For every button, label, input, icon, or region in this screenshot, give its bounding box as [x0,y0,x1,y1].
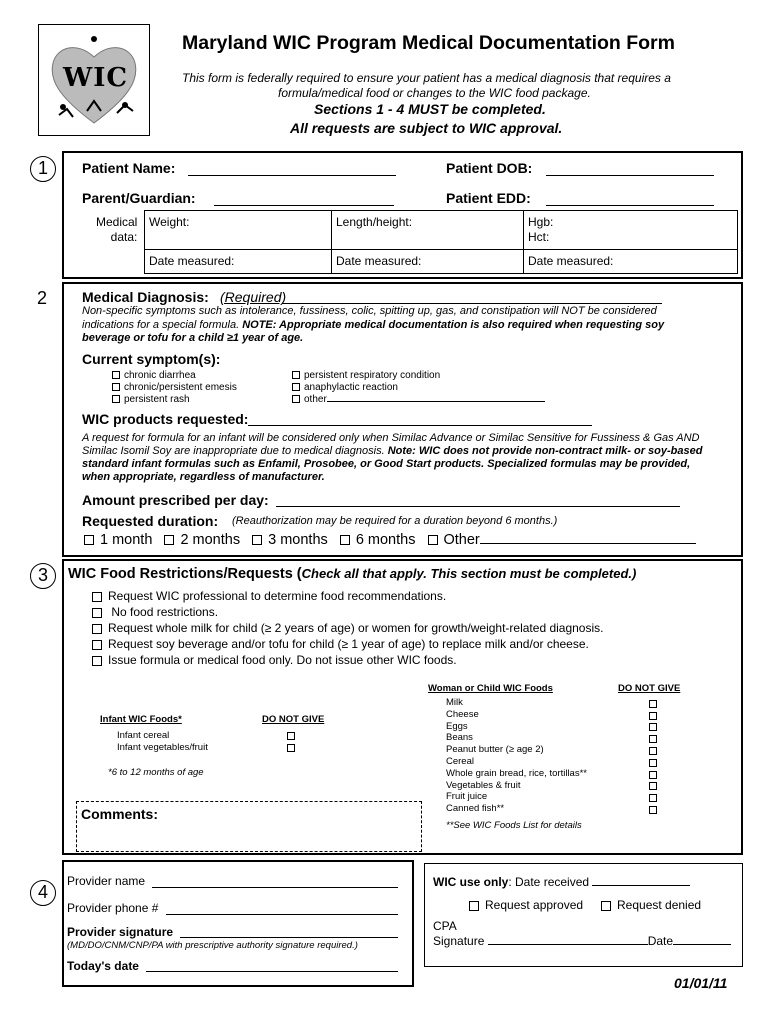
food-cheese: Cheese [446,708,479,720]
lab-date-measured[interactable]: Date measured: [528,254,614,268]
weight-date-measured[interactable]: Date measured: [149,254,235,268]
amount-prescribed-field[interactable] [276,506,680,507]
symptom-chronic-diarrhea[interactable]: chronic diarrhea [112,370,196,381]
duration-note: (Reauthorization may be required for a duration beyond 6 months.) [232,515,558,527]
date-received-row: WIC use only: Date received [433,875,690,889]
checkbox-icon [340,535,350,545]
woman-do-not-give-header: DO NOT GIVE [618,683,681,694]
todays-date-label: Today's date [67,959,139,973]
beans-checkbox[interactable] [649,735,657,743]
must-complete-note: Sections 1 - 4 MUST be completed. [314,101,546,117]
food-veg-fruit: Vegetables & fruit [446,779,521,791]
infant-age-note: *6 to 12 months of age [108,767,204,778]
section-3-number: 3 [30,563,56,589]
woman-child-foods-header: Woman or Child WIC Foods [428,683,553,694]
length-date-measured[interactable]: Date measured: [336,254,422,268]
comments-label: Comments: [81,806,159,822]
requested-duration-label: Requested duration: [82,513,219,529]
provider-signature-label: Provider signature [67,925,174,939]
peanut-butter-checkbox[interactable] [649,747,657,755]
duration-2-months[interactable]: 2 months [164,532,240,548]
food-fruit-juice: Fruit juice [446,791,488,803]
checkbox-icon [292,395,300,403]
todays-date-field[interactable] [146,971,398,972]
provider-signature-field[interactable] [180,937,398,938]
products-note-4: when appropriate, regardless of manufacturer. [82,471,325,483]
wic-logo [38,24,150,136]
infant-foods-header: Infant WIC Foods* [100,714,182,725]
weight-label[interactable]: Weight: [149,215,190,229]
checkbox-icon [292,371,300,379]
duration-6-months[interactable]: 6 months [340,532,416,548]
products-note-2: Similac Isomil Soy are inappropriate due to medical diagnosis. Note: WIC does not provide non-contract milk- or soy-based [82,445,703,457]
products-note-3: standard infant formulas such as Enfamil, Prosobee, or Good Start products. Specialized formulas may be provided, [82,458,691,470]
intro-line-1: This form is federally required to ensure your patient has a medical diagnosis that requires a [182,71,671,85]
woman-foods-checkboxes [649,698,661,816]
veg-fruit-checkbox[interactable] [649,782,657,790]
patient-name-field[interactable] [188,175,396,176]
medical-diagnosis-field[interactable] [282,303,662,304]
wic-products-field[interactable] [248,425,592,426]
canned-fish-checkbox[interactable] [649,806,657,814]
food-whole-grain: Whole grain bread, rice, tortillas** [446,767,587,779]
hct-label[interactable]: Hct: [528,230,550,244]
restriction-option-1[interactable]: Request WIC professional to determine food recommendations. [92,589,446,603]
provider-name-label: Provider name [67,874,146,888]
request-approved-option[interactable]: Request approved [469,898,583,912]
provider-phone-label: Provider phone # [67,901,159,915]
comments-box[interactable] [76,801,422,852]
section-3-title: WIC Food Restrictions/Requests (Check all that apply. This section must be completed.) [68,566,637,582]
patient-dob-field[interactable] [546,175,714,176]
hgb-label[interactable]: Hgb: [528,215,554,229]
parent-guardian-label: Parent/Guardian: [82,190,196,206]
eggs-checkbox[interactable] [649,723,657,731]
approval-note: All requests are subject to WIC approval. [290,120,563,136]
provider-name-field[interactable] [152,887,398,888]
medical-data-table [144,210,738,274]
form-title: Maryland WIC Program Medical Documentation Form [182,32,675,54]
food-cereal: Cereal [446,755,474,767]
infant-cereal-checkbox[interactable] [287,732,295,740]
restriction-option-2[interactable]: No food restrictions. [92,605,218,619]
checkbox-icon [84,535,94,545]
diagnosis-note-3: beverage or tofu for a child ≥1 year of age. [82,332,304,344]
patient-edd-field[interactable] [546,205,714,206]
section-1-number: 1 [30,156,56,182]
checkbox-icon [92,640,102,650]
signature-requirement-note: (MD/DO/CNM/CNP/PA with prescriptive authority signature required.) [67,940,358,951]
checkbox-icon [164,535,174,545]
checkbox-icon [428,535,438,545]
length-height-label[interactable]: Length/height: [336,215,413,229]
wic-use-only-box [424,863,743,967]
cpa-signature-field[interactable] [488,944,648,945]
wic-products-label: WIC products requested: [82,411,249,427]
duration-3-months[interactable]: 3 months [252,532,328,548]
form-date: 01/01/11 [674,975,728,991]
duration-1-month[interactable]: 1 month [84,532,152,548]
cpa-date-field[interactable] [673,944,731,945]
wic-logo-text: WIC [63,63,129,93]
food-beans: Beans [446,732,473,744]
food-peanut-butter: Peanut butter (≥ age 2) [446,744,544,756]
checkbox-icon [252,535,262,545]
duration-options [84,532,696,548]
checkbox-icon [112,371,120,379]
checkbox-icon [92,624,102,634]
date-received-field[interactable] [592,885,690,886]
cpa-label: CPA [433,919,457,933]
infant-food-veg-fruit: Infant vegetables/fruit [117,742,208,753]
cereal-checkbox[interactable] [649,759,657,767]
checkbox-icon [469,901,479,911]
patient-dob-label: Patient DOB: [446,160,533,176]
diagnosis-note-2: indications for a special formula. NOTE: Appropriate medical documentation is also required when requesting soy [82,319,665,331]
symptom-anaphylactic[interactable]: anaphylactic reaction [292,382,398,393]
woman-foods-list [446,697,587,815]
checkbox-icon [92,608,102,618]
medical-data-label: Medical data: [96,215,138,244]
milk-checkbox[interactable] [649,700,657,708]
checkbox-icon [601,901,611,911]
whole-grain-checkbox[interactable] [649,771,657,779]
checkbox-icon [292,383,300,391]
patient-name-label: Patient Name: [82,160,176,176]
cpa-signature-row: Signature Date [433,934,731,948]
symptom-chronic-emesis[interactable]: chronic/persistent emesis [112,382,237,393]
checkbox-icon [112,383,120,391]
restriction-option-3[interactable]: Request whole milk for child (≥ 2 years of age) or women for growth/weight-related diagnosis. [92,621,603,635]
checkbox-icon [92,592,102,602]
restriction-option-4[interactable]: Request soy beverage and/or tofu for child (≥ 1 year of age) to replace milk and/or cheese. [92,637,589,651]
intro-line-2: formula/medical food or changes to the WIC food package. [278,86,591,100]
products-note-1: A request for formula for an infant will be considered only when Similac Advance or Similac Sensitive for Fussiness & Gas AND [82,432,700,444]
infant-veg-fruit-checkbox[interactable] [287,744,295,752]
medical-diagnosis-label: Medical Diagnosis: [82,289,209,305]
section-2-number: 2 [37,288,48,308]
infant-do-not-give-header: DO NOT GIVE [262,714,325,725]
checkbox-icon [92,656,102,666]
symptom-other[interactable]: other [292,394,545,405]
amount-prescribed-label: Amount prescribed per day: [82,492,269,508]
duration-other[interactable]: Other [428,532,696,548]
parent-guardian-field[interactable] [214,205,394,206]
request-denied-option[interactable]: Request denied [601,898,701,912]
diagnosis-note-1: Non-specific symptoms such as intolerance, fussiness, colic, spitting up, gas, and constipation will NOT be considered [82,305,657,317]
patient-edd-label: Patient EDD: [446,190,531,206]
required-label: (Required) [220,289,287,305]
provider-phone-field[interactable] [166,914,398,915]
section-4-number: 4 [30,880,56,906]
food-canned-fish: Canned fish** [446,803,505,815]
food-milk: Milk [446,697,463,708]
symptom-respiratory[interactable]: persistent respiratory condition [292,370,440,381]
checkbox-icon [112,395,120,403]
wic-foods-list-note: **See WIC Foods List for details [446,820,582,831]
symptom-persistent-rash[interactable]: persistent rash [112,394,190,405]
infant-food-cereal: Infant cereal [117,730,170,741]
fruit-juice-checkbox[interactable] [649,794,657,802]
food-eggs: Eggs [446,720,468,732]
cheese-checkbox[interactable] [649,712,657,720]
restriction-option-5[interactable]: Issue formula or medical food only. Do not issue other WIC foods. [92,653,457,667]
current-symptoms-label: Current symptom(s): [82,351,221,367]
